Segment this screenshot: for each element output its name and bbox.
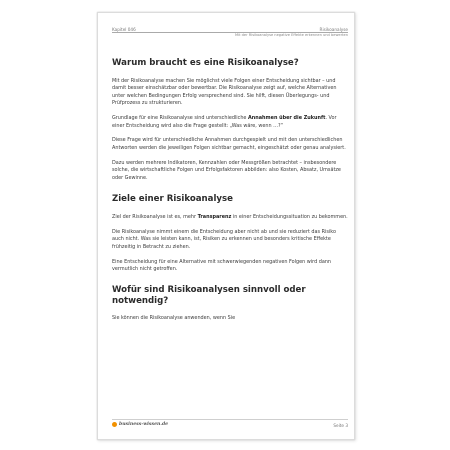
paragraph: Eine Entscheidung für eine Alternative mit schwerwiegenden negativen Folgen wird dann vermutlich nicht getroffen. (112, 258, 332, 272)
paragraph: Sie können die Risikoanalyse anwenden, wenn Sie (112, 315, 236, 322)
header-topic: Risikoanalyse (319, 27, 348, 32)
bold-text: Transparenz (197, 213, 232, 220)
paragraph-text: . Vor einer Entscheidung wird also die Frage gestellt: „Was wäre, wenn …?“ (112, 115, 337, 129)
footer-logo[interactable] (112, 422, 168, 427)
paragraph: Dazu werden mehrere Indikatoren, Kennzahlen oder Messgrößen betrachtet – insbesondere solche, die wirtschaftliche Folgen und Erfolgsfaktoren abbilden: also Kosten, Absatz, Umsätze oder Gewinne. (112, 159, 341, 181)
header-subtitle: Mit der Risikoanalyse negative Effekte erkennen und bewerten (234, 33, 348, 37)
paragraph: Die Risikoanalyse nimmt einem die Entscheidung aber nicht ab und sie reduziert das Risiko auch nicht. Was sie leisten kann, ist, Risiken zu erkennen und besonders kritische Effekte frühzeitig in Betracht zu ziehen. (112, 228, 336, 250)
paragraph-text: Grundlage für eine Risikoanalyse sind unterschiedliche (112, 115, 248, 122)
logo-text: business-wissen.de (119, 422, 169, 427)
footer-divider (112, 419, 348, 420)
logo-dot-icon (112, 422, 117, 427)
paragraph-text: Ziel der Risikoanalyse ist es, mehr (112, 213, 198, 220)
paragraph-transparenz (112, 214, 348, 221)
page-number: Seite 3 (333, 423, 348, 428)
section-heading-wofuer: Wofür sind Risikoanalysen sinnvoll oder notwendig? (112, 285, 306, 307)
paragraph-annahmen (112, 115, 348, 130)
paragraph: Diese Frage wird für unterschiedliche Annahmen durchgespielt und mit den unterschiedlichen Antworten werden die jeweiligen Folgen sichtbar gemacht, eingeschätzt oder genau analysiert. (112, 137, 346, 151)
section-heading-warum: Warum braucht es eine Risikoanalyse? (112, 58, 299, 68)
bold-text: Annahmen über die Zukunft (248, 115, 326, 122)
paragraph: Mit der Risikoanalyse machen Sie möglichst viele Folgen einer Entscheidung sichtbar – und damit besser einschätzbar oder bewertbar. Die Risikoanalyse zeigt auf, welche Alternativen unter welchen Bedingungen Erfolg versprechend sind. Sie hilft, diesen Überlegungs- und Prüfprozess zu strukturieren. (112, 78, 337, 107)
section-heading-ziele: Ziele einer Risikoanalyse (112, 193, 233, 204)
header-chapter: Kapitel 046 (112, 27, 136, 32)
paragraph-text: in einer Entscheidungssituation zu bekommen. (231, 213, 348, 220)
document-body (112, 58, 348, 323)
